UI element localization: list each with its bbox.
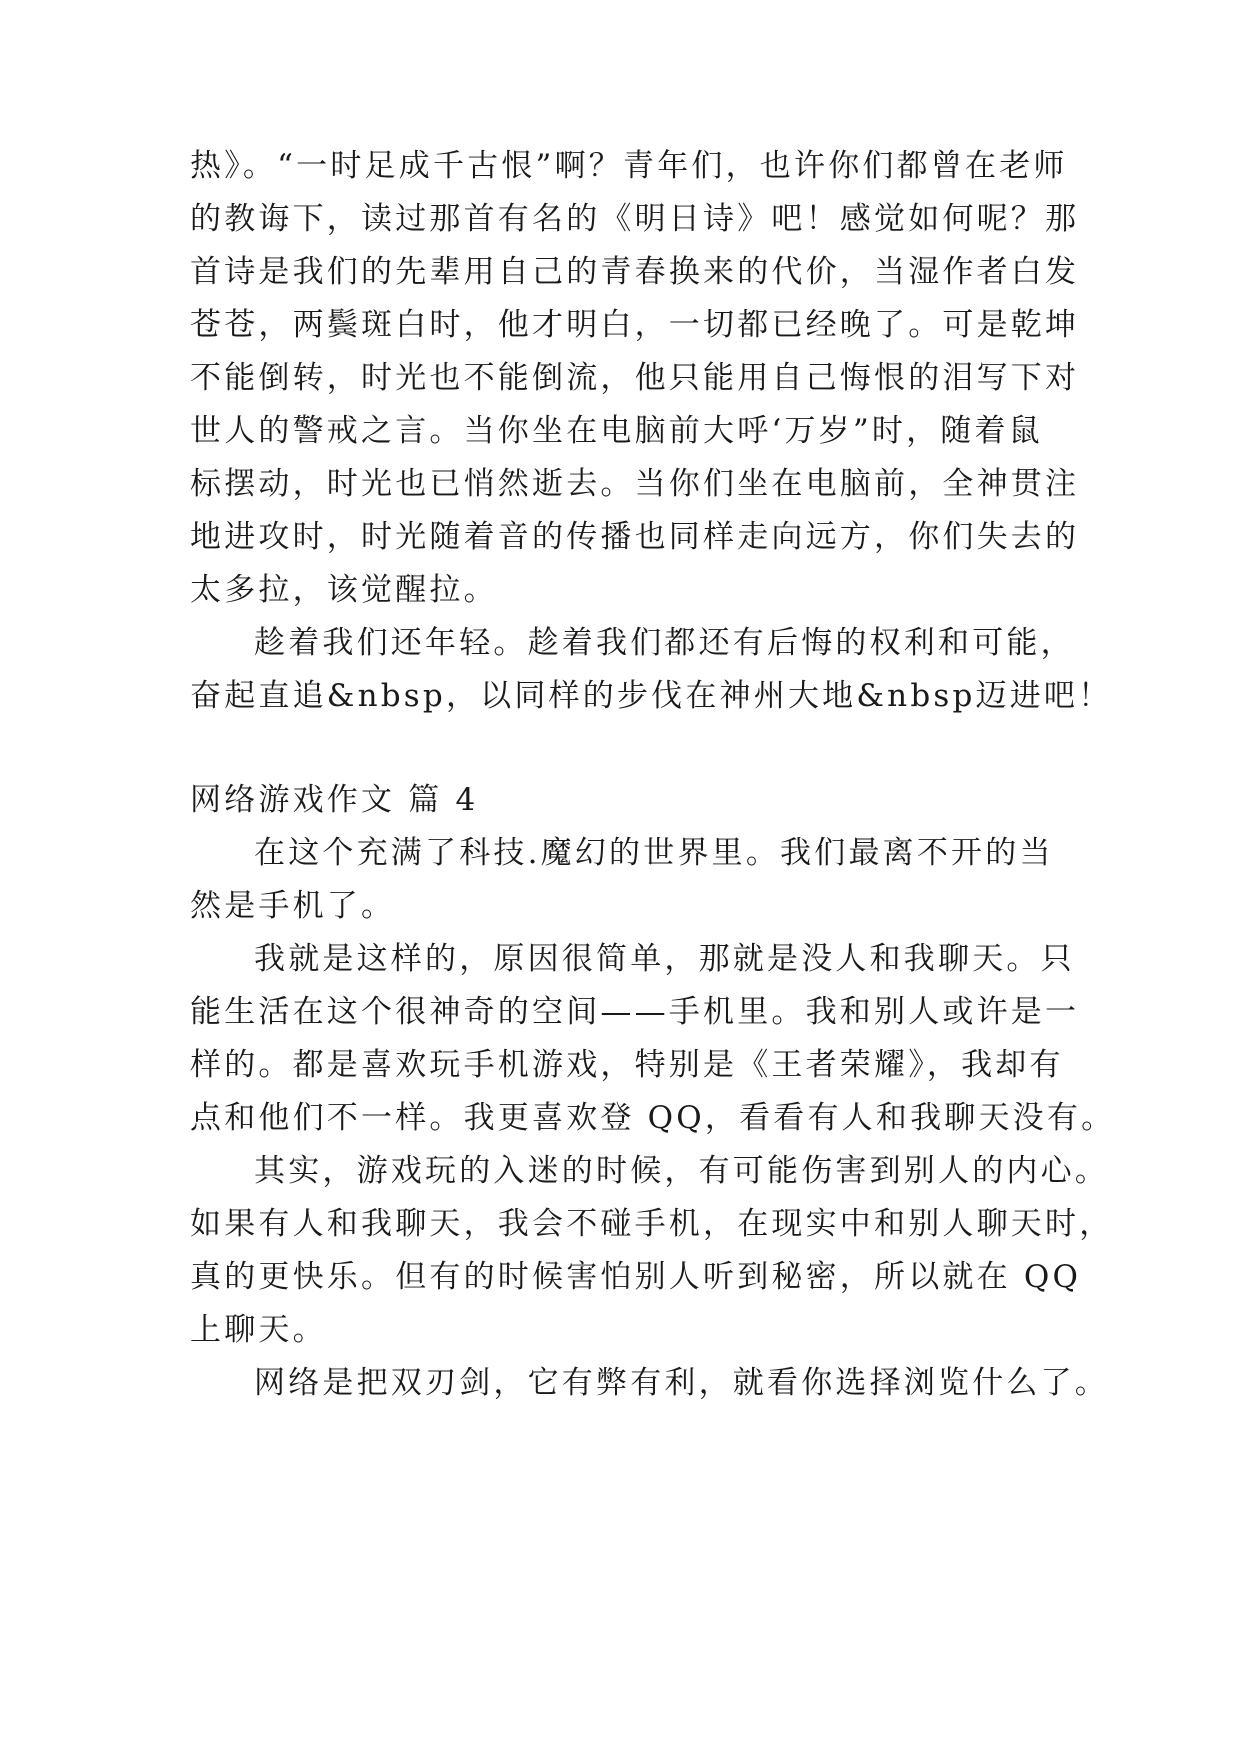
section-title: 网络游戏作文 篇 4 — [190, 782, 479, 818]
text-line: 上聊天。 — [190, 1312, 327, 1348]
text-line: 能生活在这个很神奇的空间——手机里。我和别人或许是一 — [190, 994, 1080, 1030]
text-line: 热》。“一时足成千古恨”啊？青年们，也许你们都曾在老师 — [190, 148, 1068, 184]
text-line: 的教诲下，读过那首有名的《明日诗》吧！感觉如何呢？那 — [190, 201, 1080, 237]
text-line: 首诗是我们的先辈用自己的青春换来的代价，当湿作者白发 — [190, 254, 1080, 290]
text-line: 然是手机了。 — [190, 888, 396, 924]
text-line: 奋起直追&nbsp，以同样的步伐在神州大地&nbsp迈进吧！ — [190, 678, 1113, 714]
text-line: 其实，游戏玩的入迷的时候，有可能伤害到别人的内心。 — [254, 1153, 1109, 1189]
text-line: 苍苍，两鬓斑白时，他才明白，一切都已经晚了。可是乾坤 — [190, 307, 1080, 343]
text-line: 如果有人和我聊天，我会不碰手机，在现实中和别人聊天时， — [190, 1206, 1114, 1242]
text-line: 不能倒转，时光也不能倒流，他只能用自己悔恨的泪写下对 — [190, 360, 1080, 396]
text-line: 标摆动，时光也已悄然逝去。当你们坐在电脑前，全神贯注 — [190, 466, 1080, 502]
text-line: 地进攻时，时光随着音的传播也同样走向远方，你们失去的 — [190, 519, 1080, 555]
text-line: 点和他们不一样。我更喜欢登 QQ，看看有人和我聊天没有。 — [190, 1100, 1116, 1136]
text-line: 我就是这样的，原因很简单，那就是没人和我聊天。只 — [254, 941, 1075, 977]
text-line: 网络是把双刃剑，它有弊有利，就看你选择浏览什么了。 — [254, 1365, 1109, 1401]
text-line: 真的更快乐。但有的时候害怕别人听到秘密，所以就在 QQ — [190, 1259, 1082, 1295]
text-line: 趁着我们还年轻。趁着我们都还有后悔的权利和可能， — [254, 625, 1075, 661]
text-line: 世人的警戒之言。当你坐在电脑前大呼‘万岁”时，随着鼠 — [190, 413, 1043, 449]
text-line: 样的。都是喜欢玩手机游戏，特别是《王者荣耀》，我却有 — [190, 1047, 1064, 1083]
text-line: 太多拉，该觉醒拉。 — [190, 572, 498, 608]
text-line: 在这个充满了科技.魔幻的世界里。我们最离不开的当 — [254, 835, 1054, 871]
